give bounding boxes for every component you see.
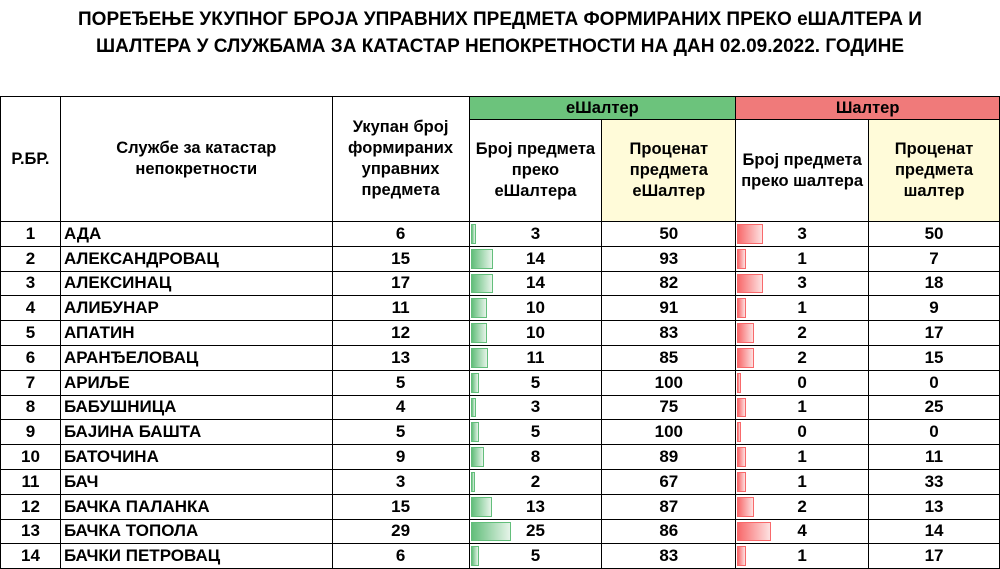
shalter-count (736, 321, 869, 346)
shalter-percent: 13 (869, 494, 1000, 519)
cell-value: 1 (797, 298, 807, 318)
table-body (1, 222, 1000, 569)
shalter-count (736, 395, 869, 420)
shalter-percent: 15 (869, 345, 1000, 370)
row-number: 4 (1, 296, 61, 321)
office-name: БАЧ (60, 469, 332, 494)
header-eshalter-percent: Проценат предмета еШалтер (602, 120, 736, 222)
eshalter-percent: 87 (602, 494, 736, 519)
shalter-count (736, 494, 869, 519)
row-number: 10 (1, 445, 61, 470)
header-office: Службе за катастар непокретности (60, 97, 332, 222)
eshalter-percent: 100 (602, 420, 736, 445)
eshalter-count (469, 222, 602, 247)
eshalter-percent: 67 (602, 469, 736, 494)
shalter-percent: 17 (869, 544, 1000, 569)
green-data-bar (471, 249, 493, 269)
shalter-percent: 11 (869, 445, 1000, 470)
eshalter-percent: 100 (602, 370, 736, 395)
cell-value: 10 (526, 323, 545, 343)
office-name: БАЧКА ПАЛАНКА (60, 494, 332, 519)
shalter-percent: 50 (869, 222, 1000, 247)
shalter-count (736, 246, 869, 271)
shalter-percent: 33 (869, 469, 1000, 494)
green-data-bar (471, 298, 487, 318)
green-data-bar (471, 323, 487, 343)
red-data-bar (737, 497, 754, 517)
cell-value: 13 (526, 496, 545, 516)
shalter-count (736, 544, 869, 569)
table-row (1, 345, 1000, 370)
green-data-bar (471, 497, 492, 517)
eshalter-count (469, 445, 602, 470)
total-cases: 6 (332, 544, 469, 569)
office-name: АРИЉЕ (60, 370, 332, 395)
table-row (1, 469, 1000, 494)
cell-value: 2 (797, 496, 807, 516)
eshalter-count (469, 519, 602, 544)
eshalter-count (469, 271, 602, 296)
header-eshalter-group: еШалтер (469, 97, 736, 120)
green-data-bar (471, 348, 488, 368)
row-number: 2 (1, 246, 61, 271)
red-data-bar (737, 546, 746, 566)
row-number: 14 (1, 544, 61, 569)
eshalter-count (469, 246, 602, 271)
table-row (1, 544, 1000, 569)
eshalter-count (469, 345, 602, 370)
green-data-bar (471, 447, 484, 467)
shalter-count (736, 469, 869, 494)
red-data-bar (737, 249, 746, 269)
red-data-bar (737, 472, 746, 492)
cell-value: 2 (530, 471, 541, 491)
cell-value: 1 (797, 248, 807, 268)
office-name: АЛЕКСИНАЦ (60, 271, 332, 296)
row-number: 13 (1, 519, 61, 544)
red-data-bar (737, 348, 754, 368)
shalter-count (736, 271, 869, 296)
row-number: 11 (1, 469, 61, 494)
cell-value: 0 (797, 372, 807, 392)
office-name: АПАТИН (60, 321, 332, 346)
total-cases: 17 (332, 271, 469, 296)
total-cases: 6 (332, 222, 469, 247)
eshalter-percent: 85 (602, 345, 736, 370)
cases-comparison-table (0, 96, 1000, 569)
table-row (1, 445, 1000, 470)
header-row-groups (1, 97, 1000, 120)
eshalter-percent: 75 (602, 395, 736, 420)
office-name: АДА (60, 222, 332, 247)
total-cases: 29 (332, 519, 469, 544)
red-data-bar (737, 522, 771, 542)
table-row (1, 321, 1000, 346)
row-number: 12 (1, 494, 61, 519)
cell-value: 8 (530, 447, 541, 467)
header-shalter-percent: Проценат предмета шалтер (869, 120, 1000, 222)
table-row (1, 222, 1000, 247)
total-cases: 15 (332, 246, 469, 271)
eshalter-percent: 83 (602, 544, 736, 569)
cell-value: 5 (530, 372, 541, 392)
eshalter-count (469, 469, 602, 494)
cell-value: 14 (526, 248, 545, 268)
cell-value: 5 (530, 546, 541, 566)
total-cases: 11 (332, 296, 469, 321)
header-shalter-group: Шалтер (736, 97, 1000, 120)
green-data-bar (471, 522, 511, 542)
office-name: БАЈИНА БАШТА (60, 420, 332, 445)
shalter-percent: 0 (869, 420, 1000, 445)
row-number: 1 (1, 222, 61, 247)
cell-value: 14 (526, 273, 545, 293)
header-total: Укупан број формираних управних предмета (332, 97, 469, 222)
total-cases: 5 (332, 420, 469, 445)
row-number: 5 (1, 321, 61, 346)
office-name: БАТОЧИНА (60, 445, 332, 470)
eshalter-percent: 86 (602, 519, 736, 544)
cell-value: 1 (797, 546, 807, 566)
eshalter-percent: 93 (602, 246, 736, 271)
office-name: АЛИБУНАР (60, 296, 332, 321)
row-number: 7 (1, 370, 61, 395)
cell-value: 11 (526, 347, 545, 367)
total-cases: 15 (332, 494, 469, 519)
header-rbr: Р.БР. (1, 97, 61, 222)
total-cases: 13 (332, 345, 469, 370)
red-data-bar (737, 298, 746, 318)
row-number: 9 (1, 420, 61, 445)
shalter-count (736, 345, 869, 370)
eshalter-percent: 50 (602, 222, 736, 247)
green-data-bar (471, 373, 479, 393)
cell-value: 1 (797, 397, 807, 417)
cell-value: 25 (526, 521, 545, 541)
eshalter-count (469, 321, 602, 346)
total-cases: 9 (332, 445, 469, 470)
table-row (1, 494, 1000, 519)
shalter-percent: 0 (869, 370, 1000, 395)
cell-value: 1 (797, 471, 807, 491)
green-data-bar (471, 422, 479, 442)
row-number: 3 (1, 271, 61, 296)
header-shalter-count: Број предмета преко шалтера (736, 120, 869, 222)
shalter-count (736, 445, 869, 470)
row-number: 6 (1, 345, 61, 370)
cell-value: 3 (797, 273, 807, 293)
red-data-bar (737, 373, 741, 393)
green-data-bar (471, 398, 476, 418)
eshalter-count (469, 395, 602, 420)
shalter-count (736, 370, 869, 395)
title-line-2: ШАЛТЕРА У СЛУЖБАМА ЗА КАТАСТАР НЕПОКРЕТНОСТИ НА ДАН 02.09.2022. ГОДИНЕ (95, 36, 904, 57)
cell-value: 10 (526, 298, 545, 318)
green-data-bar (471, 274, 493, 294)
table-row (1, 271, 1000, 296)
shalter-percent: 9 (869, 296, 1000, 321)
red-data-bar (737, 274, 763, 294)
office-name: БАЧКИ ПЕТРОВАЦ (60, 544, 332, 569)
total-cases: 4 (332, 395, 469, 420)
shalter-count (736, 296, 869, 321)
red-data-bar (737, 447, 746, 467)
cell-value: 3 (530, 397, 541, 417)
table-row (1, 420, 1000, 445)
eshalter-percent: 91 (602, 296, 736, 321)
eshalter-count (469, 544, 602, 569)
total-cases: 5 (332, 370, 469, 395)
table-row (1, 246, 1000, 271)
shalter-percent: 7 (869, 246, 1000, 271)
cell-value: 3 (797, 223, 807, 243)
green-data-bar (471, 546, 479, 566)
table-row (1, 519, 1000, 544)
table-row (1, 395, 1000, 420)
office-name: БАЧКА ТОПОЛА (60, 519, 332, 544)
eshalter-count (469, 494, 602, 519)
red-data-bar (737, 398, 746, 418)
total-cases: 3 (332, 469, 469, 494)
cell-value: 4 (797, 521, 807, 541)
green-data-bar (471, 472, 475, 492)
red-data-bar (737, 422, 741, 442)
total-cases: 12 (332, 321, 469, 346)
cell-value: 0 (797, 422, 807, 442)
shalter-percent: 17 (869, 321, 1000, 346)
eshalter-percent: 83 (602, 321, 736, 346)
shalter-count (736, 420, 869, 445)
table-row (1, 370, 1000, 395)
shalter-percent: 25 (869, 395, 1000, 420)
row-number: 8 (1, 395, 61, 420)
red-data-bar (737, 224, 763, 244)
shalter-count (736, 222, 869, 247)
cell-value: 2 (797, 347, 807, 367)
title-line-1: ПОРЕЂЕЊЕ УКУПНОГ БРОЈА УПРАВНИХ ПРЕДМЕТА ФОРМИРАНИХ ПРЕКО еШАЛТЕРА И (78, 9, 922, 30)
cell-value: 3 (530, 223, 541, 243)
shalter-count (736, 519, 869, 544)
eshalter-count (469, 296, 602, 321)
shalter-percent: 14 (869, 519, 1000, 544)
red-data-bar (737, 323, 754, 343)
header-eshalter-count: Број предмета преко еШалтера (469, 120, 602, 222)
eshalter-count (469, 370, 602, 395)
shalter-percent: 18 (869, 271, 1000, 296)
office-name: АРАНЂЕЛОВАЦ (60, 345, 332, 370)
cell-value: 1 (797, 447, 807, 467)
green-data-bar (471, 224, 476, 244)
cell-value: 5 (530, 422, 541, 442)
office-name: БАБУШНИЦА (60, 395, 332, 420)
eshalter-percent: 89 (602, 445, 736, 470)
eshalter-count (469, 420, 602, 445)
document-title (0, 6, 1000, 60)
office-name: АЛЕКСАНДРОВАЦ (60, 246, 332, 271)
eshalter-percent: 82 (602, 271, 736, 296)
cell-value: 2 (797, 323, 807, 343)
table-row (1, 296, 1000, 321)
